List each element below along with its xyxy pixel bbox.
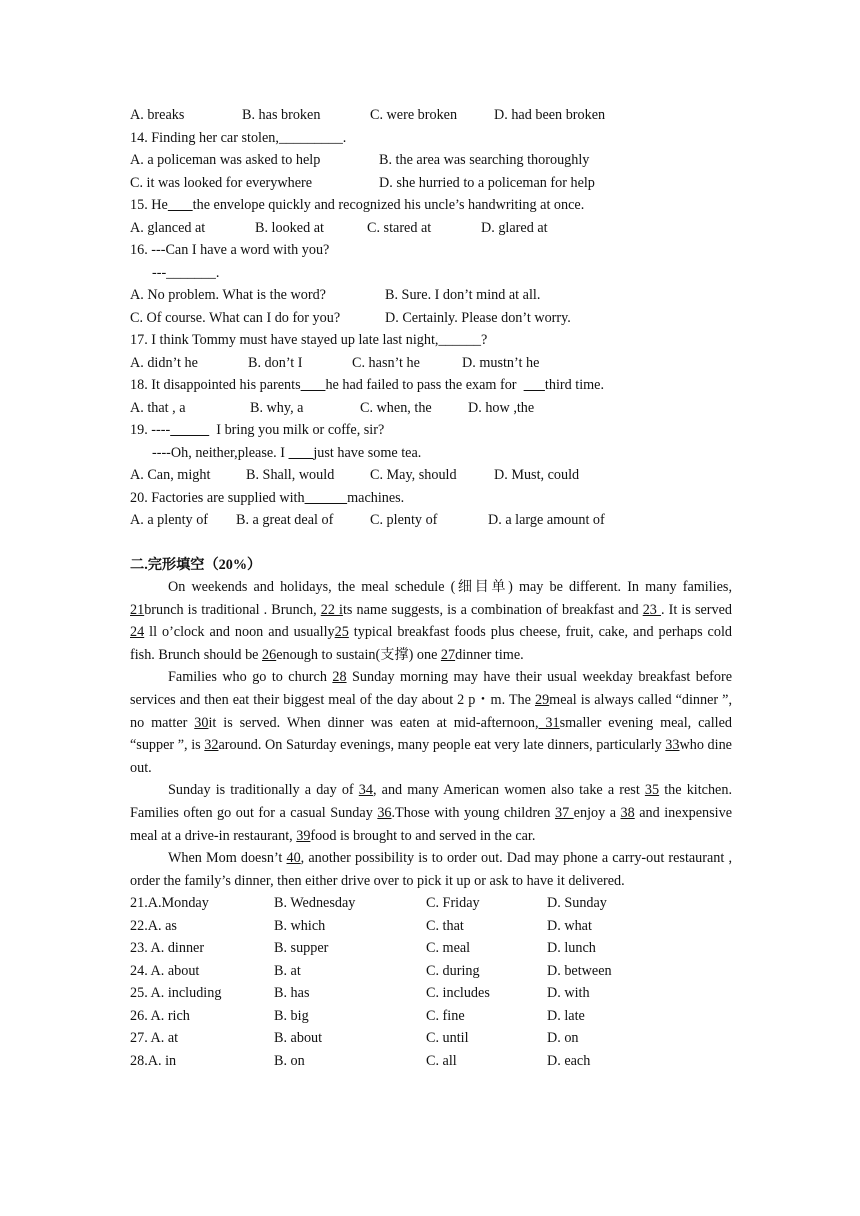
option-25-d: D. with: [547, 985, 590, 1002]
q19-option-d: D. Must, could: [494, 467, 580, 483]
blank-30: 30: [194, 714, 209, 731]
option-21-b: B. Wednesday: [274, 895, 356, 912]
option-24-a: 24. A. about: [130, 962, 200, 979]
cloze-options: [130, 892, 732, 1072]
p3-text-4: .Those with young children: [391, 804, 555, 821]
p1-text-3: ts name suggests, is a combination of breakfast and: [342, 601, 643, 618]
p2-text-3: meal is always called “dinner ”, no matter: [130, 691, 733, 731]
q13-option-d: D. had been broken: [494, 107, 606, 123]
q20-stem-start: 20. Factories are supplied with: [130, 489, 305, 506]
q18-blank-2: [524, 377, 545, 393]
blank-28: 28: [332, 669, 347, 686]
cloze-paragraph-4: [130, 847, 732, 892]
q19-blank-1: [170, 422, 209, 438]
worksheet-page: [130, 104, 732, 1072]
q15-option-a: A. glanced at: [130, 219, 206, 236]
option-28-d: D. each: [547, 1052, 591, 1069]
option-23-a: 23. A. dinner: [130, 940, 205, 957]
blank-23: 23: [642, 601, 661, 618]
cloze-option-row-28: [130, 1050, 732, 1073]
q18-option-d: D. how ,the: [468, 399, 535, 416]
q17-option-c: C. hasn’t he: [352, 354, 420, 371]
option-27-b: B. about: [274, 1030, 323, 1047]
option-24-d: D. between: [547, 962, 612, 979]
q16-stem: 16. ---Can I have a word with you?: [130, 242, 330, 258]
q19-option-a: A. Can, might: [130, 467, 211, 483]
cloze-paragraph-2: [130, 666, 732, 779]
blank-32: 32: [204, 737, 219, 754]
option-22-a: 22.A. as: [130, 917, 177, 934]
q20-stem-end: machines.: [347, 489, 405, 506]
q14-option-d: D. she hurried to a policeman for help: [379, 174, 595, 191]
p2-text-2: Sunday morning may have their usual weekday breakfast before services and then eat their biggest meal of the day about 2 p・m. The: [130, 669, 732, 708]
blank-33: 33: [665, 737, 680, 754]
q20-option-d: D. a large amount of: [488, 512, 605, 528]
q18-option-a: A. that , a: [130, 399, 186, 416]
option-26-c: C. fine: [426, 1007, 465, 1024]
q15-stem-end: the envelope quickly and recognized his uncle’s handwriting at once.: [192, 197, 585, 213]
p3-text-6: and inexpensive meal at a drive-in restaurant,: [130, 804, 732, 844]
q18-stem-end: third time.: [544, 377, 605, 393]
cloze-paragraph-1: [130, 576, 732, 666]
p1-text-2: brunch is traditional . Brunch,: [144, 601, 321, 618]
cloze-option-row-23: [130, 937, 732, 960]
q19-reply: [130, 442, 732, 465]
q15-stem: [130, 194, 732, 217]
q18-option-b: B. why, a: [250, 399, 304, 416]
p1-text-8: dinner time.: [455, 646, 524, 663]
option-25-b: B. has: [274, 985, 310, 1002]
p2-text-6: around. On Saturday evenings, many people eat very late dinners, particularly: [218, 737, 666, 754]
q14-option-c: C. it was looked for everywhere: [130, 174, 313, 191]
cloze-option-row-25: [130, 982, 732, 1005]
q19-option-b: B. Shall, would: [246, 467, 335, 483]
option-26-b: B. big: [274, 1007, 309, 1024]
blank-31: , 31: [534, 714, 560, 731]
q19-stem-end: I bring you milk or coffe, sir?: [216, 422, 385, 438]
q17-option-b: B. don’t I: [248, 354, 303, 371]
p1-text-7: enough to sustain(支撑) one: [276, 646, 441, 663]
q19-option-c: C. May, should: [370, 467, 457, 483]
q20-option-c: C. plenty of: [370, 512, 438, 528]
p3-text-7: food is brought to and served in the car.: [310, 827, 536, 844]
q18-options: [130, 397, 732, 420]
blank-40: 40: [286, 850, 301, 867]
option-22-d: D. what: [547, 917, 592, 934]
p2-text-1: Families who go to church: [168, 669, 333, 686]
cloze-option-row-24: [130, 960, 732, 983]
q13-option-c: C. were broken: [370, 107, 458, 123]
p2-text-7: who dine out.: [130, 737, 732, 776]
p4-text-2: , another possibility is to order out. Dad may phone a carry-out restaurant , order the family’s dinner, then either drive over to pick it up or ask to have it delivered.: [130, 850, 732, 889]
option-23-c: C. meal: [426, 940, 471, 957]
section-2-title: 二.完形填空（20%）: [130, 556, 262, 573]
q18-stem: [130, 374, 732, 397]
q20-stem: [130, 487, 732, 510]
option-26-d: D. late: [547, 1007, 585, 1024]
option-21-d: D. Sunday: [547, 895, 607, 912]
q13-options: [130, 104, 732, 127]
cloze-option-row-26: [130, 1005, 732, 1028]
q14-option-b: B. the area was searching thoroughly: [379, 152, 590, 168]
option-25-c: C. includes: [426, 985, 490, 1002]
p3-text-5: enjoy a: [573, 804, 621, 821]
q16-option-a: A. No problem. What is the word?: [130, 287, 326, 303]
q17-options: [130, 352, 732, 375]
option-22-b: B. which: [274, 917, 326, 934]
p2-text-4: it is served. When dinner was eaten at mid-afternoon: [208, 714, 535, 731]
blank-26: 26: [262, 646, 277, 663]
blank-37: 37: [554, 804, 574, 821]
blank-39: 39: [296, 827, 311, 844]
q16-option-d: D. Certainly. Please don’t worry.: [385, 309, 571, 326]
q19-blank-2: [289, 445, 314, 461]
q15-blank: [168, 197, 193, 213]
q14-option-a: A. a policeman was asked to help: [130, 152, 321, 168]
blank-22: 22 i: [320, 601, 343, 618]
q13-option-b: B. has broken: [242, 107, 321, 123]
q15-stem-start: 15. He: [130, 197, 168, 213]
option-25-a: 25. A. including: [130, 985, 222, 1002]
q16-reply: ---_______.: [152, 264, 220, 281]
q16-option-b: B. Sure. I don’t mind at all.: [385, 287, 541, 303]
q17-option-a: A. didn’t he: [130, 354, 198, 371]
option-21-a: 21.A.Monday: [130, 895, 209, 912]
option-26-a: 26. A. rich: [130, 1007, 190, 1024]
q14-options-row1: [130, 149, 732, 172]
q19-stem: [130, 419, 732, 442]
option-24-b: B. at: [274, 962, 301, 979]
option-27-c: C. until: [426, 1030, 469, 1047]
cloze-option-row-21: [130, 892, 732, 915]
q18-option-c: C. when, the: [360, 399, 432, 416]
blank-25: 25: [334, 624, 349, 641]
blank-29: 29: [534, 691, 550, 708]
option-23-b: B. supper: [274, 940, 329, 957]
option-28-c: C. all: [426, 1052, 457, 1069]
q17-option-d: D. mustn’t he: [462, 354, 540, 371]
p1-text-6: typical breakfast foods plus cheese, fruit, cake, and perhaps cold fish. Brunch should be: [130, 624, 732, 663]
option-28-b: B. on: [274, 1052, 305, 1069]
q16-option-c: C. Of course. What can I do for you?: [130, 309, 341, 326]
option-22-c: C. that: [426, 917, 464, 934]
blank-36: 36: [377, 804, 392, 821]
blank-35: 35: [644, 782, 660, 799]
blank-34: 34: [358, 782, 373, 799]
q17-stem: 17. I think Tommy must have stayed up late last night,______?: [130, 332, 488, 348]
cloze-option-row-22: [130, 915, 732, 938]
q20-options: [130, 509, 732, 532]
q15-option-c: C. stared at: [367, 219, 432, 236]
cloze-paragraph-3: [130, 779, 732, 847]
q19-reply-start: ----Oh, neither,please. I: [152, 444, 285, 461]
p1-text-1: On weekends and holidays, the meal schedule (细目单) may be different. In many families,: [168, 579, 732, 595]
q18-blank-1: [301, 377, 326, 393]
q15-option-b: B. looked at: [255, 219, 324, 236]
option-27-d: D. on: [547, 1030, 579, 1047]
p3-text-2: , and many American women also take a rest: [372, 782, 645, 799]
q20-blank: [305, 490, 348, 506]
option-23-d: D. lunch: [547, 940, 596, 957]
q16-options-row2: [130, 307, 732, 330]
blank-24: 24: [130, 624, 145, 641]
q19-options: [130, 464, 732, 487]
p3-text-1: Sunday is traditionally a day of: [168, 782, 359, 799]
q14-options-row2: [130, 172, 732, 195]
option-27-a: 27. A. at: [130, 1030, 179, 1047]
p2-text-5: smaller evening meal, called “supper ”, is: [130, 714, 732, 754]
cloze-option-row-27: [130, 1027, 732, 1050]
q19-stem-start: 19. ----: [130, 422, 171, 438]
q14-stem: 14. Finding her car stolen,_________.: [130, 129, 347, 146]
q19-reply-end: just have some tea.: [313, 444, 422, 461]
p1-text-4: . It is served: [660, 601, 732, 618]
p3-text-3: the kitchen. Families often go out for a casual Sunday: [130, 782, 732, 821]
p4-text-1: When Mom doesn’t: [168, 850, 287, 867]
q15-option-d: D. glared at: [481, 219, 548, 236]
q15-options: [130, 217, 732, 240]
q20-option-a: A. a plenty of: [130, 512, 209, 528]
option-28-a: 28.A. in: [130, 1052, 177, 1069]
blank-38: 38: [620, 804, 635, 821]
p1-text-5: ll o’clock and noon and usually: [144, 624, 335, 641]
q13-option-a: A. breaks: [130, 107, 185, 123]
q16-options-row1: [130, 284, 732, 307]
q18-stem-start: 18. It disappointed his parents: [130, 377, 301, 393]
blank-21: 21: [130, 601, 145, 618]
q18-stem-middle: he had failed to pass the exam for: [325, 377, 517, 393]
blank-27: 27: [440, 646, 456, 663]
q20-option-b: B. a great deal of: [236, 512, 334, 528]
option-21-c: C. Friday: [426, 895, 480, 912]
option-24-c: C. during: [426, 962, 480, 979]
